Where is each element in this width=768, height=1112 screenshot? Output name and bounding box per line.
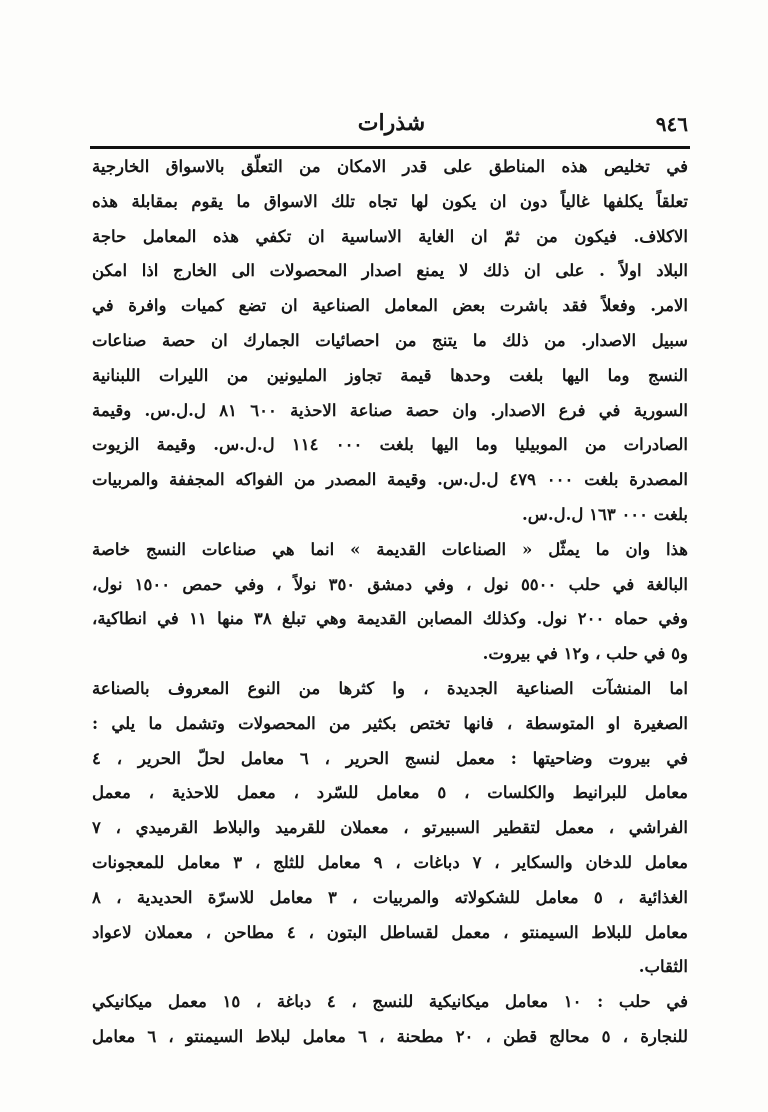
text-line: الفراشي ، معمل لتقطير السبيرتو ، معملان للقرميد والبلاط القرميدي ، ٧ bbox=[92, 818, 688, 838]
paragraph bbox=[92, 985, 688, 1055]
text-line: الثقاب. bbox=[638, 957, 688, 977]
text-line: السورية في فرع الاصدار. وان حصة صناعة الاحذية ٦٠٠ ٨١ ل.ل.س. وقيمة bbox=[92, 400, 688, 420]
text-line: للنجارة ، ٥ محالج قطن ، ٢٠ مطحنة ، ٦ معامل لبلاط السيمنتو ، ٦ معامل bbox=[92, 1026, 688, 1046]
text-line: المصدرة بلغت ٠٠٠ ٤٧٩ ل.ل.س. وقيمة المصدر من الفواكه المجففة والمربيات bbox=[92, 470, 688, 490]
text-line: هذا وان ما يمثّل « الصناعات القديمة » انما هي صناعات النسج خاصة bbox=[92, 539, 688, 559]
running-title: شذرات bbox=[357, 110, 426, 136]
text-line: في حلب : ١٠ معامل ميكانيكية للنسج ، ٤ دباغة ، ١٥ معمل ميكانيكي bbox=[92, 992, 688, 1012]
body-text bbox=[92, 150, 688, 1055]
text-line: معامل للدخان والسكاير ، ٧ دباغات ، ٩ معامل للثلج ، ٣ معامل للمعجونات bbox=[92, 852, 688, 872]
text-line: الصغيرة او المتوسطة ، فانها تختص بكثير من المحصولات وتشمل ما يلي : bbox=[92, 713, 688, 733]
text-line: و٥ في حلب ، و١٢ في بيروت. bbox=[482, 644, 688, 664]
paragraph bbox=[92, 150, 688, 533]
text-line: الاكلاف. فيكون من ثمّ ان الغاية الاساسية ان تكفي هذه المعامل حاجة bbox=[92, 226, 688, 246]
text-line: في بيروت وضاحيتها : معمل لنسج الحرير ، ٦ معامل لحلّ الحرير ، ٤ bbox=[92, 748, 688, 768]
text-line: في تخليص هذه المناطق على قدر الامكان من التعلّق بالاسواق الخارجية bbox=[92, 157, 688, 176]
text-line: النسج وما اليها بلغت وحدها قيمة تجاوز المليونين من الليرات اللبنانية bbox=[92, 365, 688, 385]
text-line: تعلقاً يكلفها غالياً دون ان يكون لها تجاه تلك الاسواق ما يقوم بمقابلة هذه bbox=[92, 191, 688, 211]
text-line: معامل للبرانيط والكلسات ، ٥ معامل للسّرد ، معمل للاحذية ، معمل bbox=[92, 783, 688, 803]
paragraph bbox=[92, 533, 688, 672]
text-line: البلاد اولاً . على ان ذلك لا يمنع اصدار المحصولات الى الخارج اذا امكن bbox=[92, 261, 688, 281]
text-line: الغذائية ، ٥ معامل للشكولاته والمربيات ، ٣ معامل للاسرّة الحديدية ، ٨ bbox=[92, 887, 688, 907]
text-line: الصادرات من الموبيليا وما اليها بلغت ٠٠٠ ١١٤ ل.ل.س. وقيمة الزيوت bbox=[92, 435, 688, 455]
text-line: اما المنشآت الصناعية الجديدة ، وا كثرها من النوع المعروف بالصناعة bbox=[92, 678, 688, 698]
text-line: البالغة في حلب ٥٥٠٠ نول ، وفي دمشق ٣٥٠ نولاً ، وفي حمص ١٥٠٠ نول، bbox=[92, 574, 688, 594]
page-number: ٩٤٦ bbox=[655, 112, 688, 136]
text-line: معامل للبلاط السيمنتو ، معمل لقساطل البتون ، ٤ مطاحن ، معملان لاعواد bbox=[92, 922, 688, 942]
header-rule bbox=[90, 146, 690, 149]
text-line: الامر. وفعلاً فقد باشرت بعض المعامل الصناعية ان تضع كميات وافرة في bbox=[92, 296, 688, 316]
text-line: بلغت ٠٠٠ ١٦٣ ل.ل.س. bbox=[521, 504, 688, 524]
paragraph bbox=[92, 672, 688, 742]
paragraph bbox=[92, 742, 688, 986]
page-header bbox=[95, 104, 688, 144]
text-line: سبيل الاصدار. من ذلك ما يتنج من احصائيات الجمارك ان حصة صناعات bbox=[92, 330, 688, 350]
text-line: وفي حماه ٢٠٠ نول. وكذلك المصابن القديمة وهي تبلغ ٣٨ منها ١١ في انطاكية، bbox=[92, 609, 688, 629]
